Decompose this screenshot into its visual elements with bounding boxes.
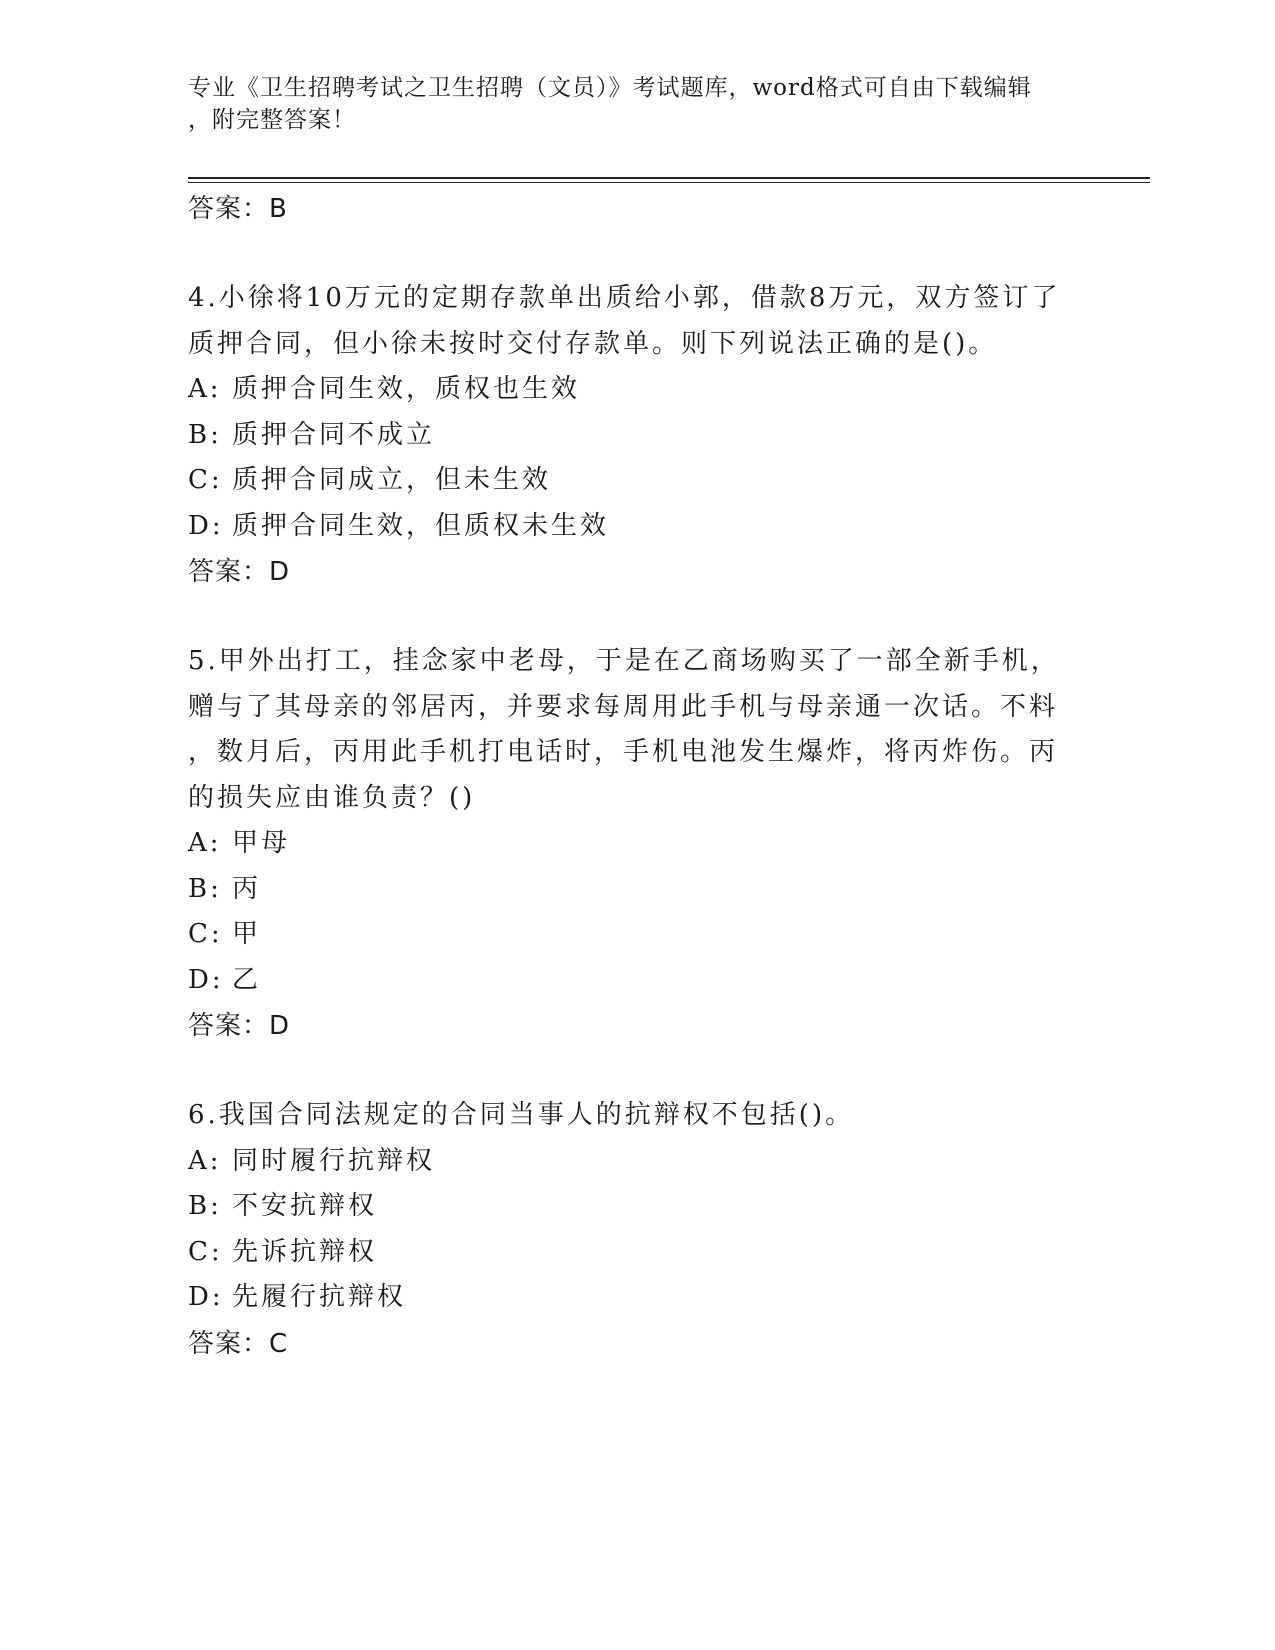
option-b xyxy=(188,1184,1088,1230)
option-text: 同时履行抗辩权 xyxy=(232,1145,436,1176)
option-d xyxy=(188,958,1088,1004)
question-text-line: ，数月后，丙用此手机打电话时，手机电池发生爆炸，将丙炸伤。丙 xyxy=(188,737,1059,767)
option-text: 乙 xyxy=(232,964,262,995)
header-divider-thick xyxy=(188,177,1150,179)
question-text-line: 赠与了其母亲的邻居丙，并要求每周用此手机与母亲通一次话。不料 xyxy=(188,691,1059,722)
option-text: 甲母 xyxy=(232,828,291,858)
option-text: 质押合同生效，质权也生效 xyxy=(232,374,581,404)
page-header xyxy=(188,72,1088,136)
option-text: 丙 xyxy=(232,873,262,904)
option-text: 甲 xyxy=(232,919,262,949)
option-letter: B: xyxy=(188,1191,222,1221)
header-line-1: 专业《卫生招聘考试之卫生招聘（文员）》考试题库，word格式可自由下载编辑 xyxy=(188,75,1032,101)
question-text-line: 5.甲外出打工，挂念家中老母，于是在乙商场购买了一部全新手机， xyxy=(188,646,1060,676)
option-text: 先履行抗辩权 xyxy=(232,1282,407,1312)
question-answer: 答案：D xyxy=(188,557,291,587)
question-answer: 答案：D xyxy=(188,1011,291,1041)
option-text: 质押合同成立，但未生效 xyxy=(232,465,552,495)
question-text-line: 6.我国合同法规定的合同当事人的抗辩权不包括()。 xyxy=(188,1100,855,1130)
question-text-line: 的损失应由谁负责？() xyxy=(188,782,476,813)
option-b xyxy=(188,867,1088,913)
option-text: 不安抗辩权 xyxy=(232,1191,378,1221)
header-line-2: ，附完整答案！ xyxy=(188,107,356,133)
header-divider-thin xyxy=(188,182,1150,183)
option-letter: D: xyxy=(188,964,224,995)
option-letter: D: xyxy=(188,510,224,541)
option-a xyxy=(188,821,1088,867)
option-letter: D: xyxy=(188,1282,224,1312)
option-text: 先诉抗辩权 xyxy=(232,1236,378,1267)
option-d xyxy=(188,1275,1088,1321)
option-letter: A: xyxy=(188,828,222,858)
option-letter: C: xyxy=(188,465,223,495)
question-block xyxy=(188,276,1088,595)
question-block xyxy=(188,639,1088,1049)
question-text-line: 质押合同，但小徐未按时交付存款单。则下列说法正确的是()。 xyxy=(188,328,998,359)
option-a xyxy=(188,367,1088,413)
spacer xyxy=(188,595,1088,639)
option-a xyxy=(188,1139,1088,1185)
option-letter: C: xyxy=(188,1236,223,1267)
question-block xyxy=(188,1093,1088,1367)
question-text-line: 4.小徐将10万元的定期存款单出质给小郭，借款8万元，双方签订了 xyxy=(188,283,1061,313)
option-letter: C: xyxy=(188,919,223,949)
option-text: 质押合同不成立 xyxy=(232,419,436,450)
option-letter: B: xyxy=(188,873,222,904)
option-text: 质押合同生效，但质权未生效 xyxy=(232,510,610,541)
question-answer: 答案：C xyxy=(188,1328,289,1359)
option-c xyxy=(188,912,1088,958)
previous-answer: 答案：B xyxy=(188,194,288,224)
spacer xyxy=(188,232,1088,276)
option-letter: A: xyxy=(188,374,222,404)
option-letter: B: xyxy=(188,419,222,450)
option-c xyxy=(188,1230,1088,1276)
option-letter: A: xyxy=(188,1145,222,1176)
option-b xyxy=(188,413,1088,459)
option-c xyxy=(188,458,1088,504)
spacer xyxy=(188,1049,1088,1093)
option-d xyxy=(188,504,1088,550)
question-list xyxy=(188,186,1088,1367)
